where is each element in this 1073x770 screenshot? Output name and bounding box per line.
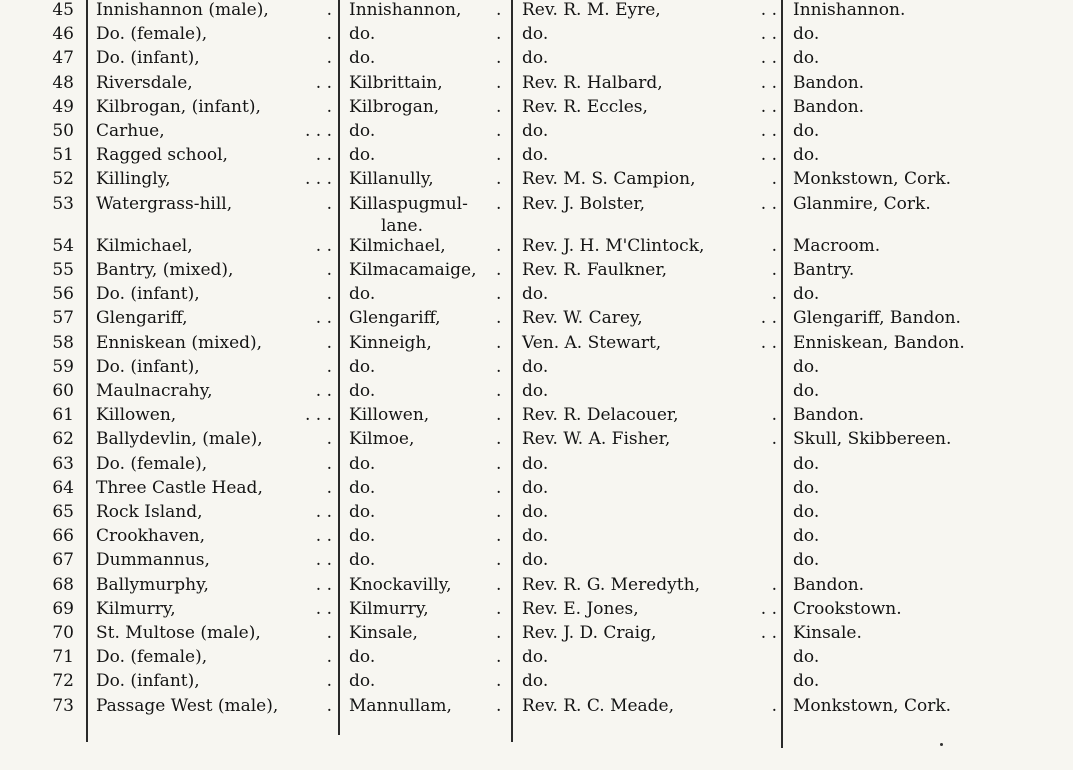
table-row — [0, 333, 1073, 357]
parish-leader-dot: . — [496, 623, 502, 643]
parish-leader-dot: . — [496, 308, 502, 329]
parish-leader-dot: . — [496, 695, 502, 716]
parish-name: Kinneigh, — [349, 332, 432, 353]
row-number: 56 — [52, 284, 74, 305]
post-town: do. — [793, 121, 820, 141]
post-town: Glengariff, Bandon. — [793, 308, 961, 329]
post-town: Innishannon. — [793, 0, 906, 20]
school-leader-dots: . . . — [304, 121, 332, 141]
table-row — [0, 0, 1073, 24]
manager-name: do. — [522, 284, 549, 305]
school-leader-dots: . . . — [304, 405, 332, 426]
school-leader-dots: . — [326, 671, 332, 692]
table-row — [0, 145, 1073, 169]
row-number: 64 — [52, 477, 74, 498]
manager-leader-dots: . — [771, 169, 777, 190]
manager-name: Rev. E. Jones, — [522, 598, 639, 619]
parish-leader-dot: . — [496, 260, 502, 280]
school-leader-dots: . — [326, 623, 332, 643]
school-name: Enniskean (mixed), — [96, 332, 263, 353]
school-leader-dots: . — [326, 260, 332, 280]
manager-leader-dots: . . — [760, 48, 777, 69]
table-row — [0, 121, 1073, 145]
table-row — [0, 194, 1073, 218]
school-leader-dots: . — [326, 647, 332, 668]
parish-leader-dot: . — [496, 284, 502, 305]
school-name: Killowen, — [96, 405, 177, 426]
manager-name: Rev. J. D. Craig, — [522, 623, 657, 643]
manager-leader-dots: . . — [760, 0, 777, 20]
table-row — [0, 599, 1073, 623]
row-number: 70 — [52, 623, 74, 643]
table-row — [0, 623, 1073, 647]
school-name: Do. (infant), — [96, 284, 200, 305]
school-name: Rock Island, — [96, 502, 203, 522]
row-number: 50 — [52, 121, 74, 141]
table-row — [0, 454, 1073, 478]
post-town: Monkstown, Cork. — [793, 169, 952, 190]
manager-name: Rev. R. Faulkner, — [522, 260, 667, 280]
manager-name: do. — [522, 356, 549, 377]
parish-name: Killaspugmul- — [349, 193, 468, 214]
table-row — [0, 381, 1073, 405]
row-number: 46 — [52, 24, 74, 45]
school-name: Passage West (male), — [96, 695, 279, 716]
parish-name: do. — [349, 453, 376, 474]
post-town: Bandon. — [793, 96, 865, 117]
parish-leader-dot: . — [496, 502, 502, 522]
manager-name: do. — [522, 453, 549, 474]
parish-leader-dot: . — [496, 235, 502, 256]
parish-leader-dot: . — [496, 381, 502, 401]
manager-name: do. — [522, 502, 549, 522]
parish-name: do. — [349, 24, 376, 45]
manager-leader-dots: . . — [760, 96, 777, 117]
school-name: Bantry, (mixed), — [96, 260, 234, 280]
manager-name: Rev. J. Bolster, — [522, 193, 646, 214]
table-row — [0, 169, 1073, 193]
table-row — [0, 236, 1073, 260]
table-row — [0, 73, 1073, 97]
school-name: Crookhaven, — [96, 526, 206, 547]
parish-name: do. — [349, 381, 376, 401]
manager-name: do. — [522, 145, 549, 166]
parish-name: Kinsale, — [349, 623, 418, 643]
ink-speck — [940, 743, 943, 746]
parish-name: do. — [349, 284, 376, 305]
table-row — [0, 526, 1073, 550]
row-number: 69 — [52, 598, 74, 619]
row-number: 53 — [52, 193, 74, 214]
school-leader-dots: . — [326, 429, 332, 450]
post-town: do. — [793, 526, 820, 547]
school-leader-dots: . . — [315, 598, 332, 619]
post-town: do. — [793, 356, 820, 377]
manager-leader-dots: . — [771, 695, 777, 716]
post-town: Monkstown, Cork. — [793, 695, 952, 716]
row-number: 73 — [52, 695, 74, 716]
school-name: Kilmurry, — [96, 598, 176, 619]
school-name: Three Castle Head, — [96, 477, 263, 498]
post-town: do. — [793, 502, 820, 522]
table-row — [0, 48, 1073, 72]
school-name: Ragged school, — [96, 145, 228, 166]
manager-leader-dots: . . — [760, 121, 777, 141]
manager-name: Rev. W. Carey, — [522, 308, 643, 329]
table-row — [0, 284, 1073, 308]
parish-name: do. — [349, 647, 376, 668]
parish-name-continued: lane. — [381, 215, 423, 236]
row-number: 65 — [52, 502, 74, 522]
post-town: Macroom. — [793, 235, 881, 256]
manager-name: Rev. R. Halbard, — [522, 72, 663, 93]
school-name: Do. (infant), — [96, 671, 200, 692]
parish-leader-dot: . — [496, 647, 502, 668]
school-name: Carhue, — [96, 121, 165, 141]
table-row — [0, 550, 1073, 574]
row-number: 54 — [52, 235, 74, 256]
parish-leader-dot: . — [496, 453, 502, 474]
school-leader-dots: . — [326, 48, 332, 69]
row-number: 63 — [52, 453, 74, 474]
school-leader-dots: . — [326, 453, 332, 474]
manager-leader-dots: . . — [760, 24, 777, 45]
parish-name: do. — [349, 145, 376, 166]
parish-leader-dot: . — [496, 671, 502, 692]
parish-name: do. — [349, 502, 376, 522]
table-row — [0, 671, 1073, 695]
parish-leader-dot: . — [496, 332, 502, 353]
parish-name: do. — [349, 671, 376, 692]
table-row — [0, 502, 1073, 526]
parish-name: do. — [349, 356, 376, 377]
parish-leader-dot: . — [496, 96, 502, 117]
row-number: 45 — [52, 0, 74, 20]
school-name: Maulnacrahy, — [96, 381, 213, 401]
post-town: do. — [793, 671, 820, 692]
manager-leader-dots: . — [771, 284, 777, 305]
table-row — [0, 357, 1073, 381]
parish-leader-dot: . — [496, 429, 502, 450]
school-name: Riversdale, — [96, 72, 193, 93]
manager-leader-dots: . — [771, 429, 777, 450]
parish-leader-dot: . — [496, 598, 502, 619]
parish-leader-dot: . — [496, 405, 502, 426]
post-town: Crookstown. — [793, 598, 902, 619]
school-leader-dots: . — [326, 96, 332, 117]
manager-name: Ven. A. Stewart, — [522, 332, 662, 353]
school-name: Do. (infant), — [96, 356, 200, 377]
parish-name: Kilmoe, — [349, 429, 415, 450]
school-leader-dots: . . — [315, 308, 332, 329]
table-row — [0, 478, 1073, 502]
school-leader-dots: . — [326, 477, 332, 498]
row-number: 55 — [52, 260, 74, 280]
parish-name: Kilmichael, — [349, 235, 446, 256]
row-number: 67 — [52, 550, 74, 571]
school-leader-dots: . — [326, 356, 332, 377]
table-row — [0, 405, 1073, 429]
school-name: Kilmichael, — [96, 235, 193, 256]
row-number: 60 — [52, 381, 74, 401]
manager-name: Rev. R. C. Meade, — [522, 695, 675, 716]
parish-leader-dot: . — [496, 526, 502, 547]
parish-name: Kilbrogan, — [349, 96, 440, 117]
parish-name: Kilmurry, — [349, 598, 429, 619]
row-number: 61 — [52, 405, 74, 426]
manager-name: Rev. M. S. Campion, — [522, 169, 696, 190]
parish-name: Mannullam, — [349, 695, 452, 716]
school-leader-dots: . . — [315, 574, 332, 595]
school-leader-dots: . — [326, 193, 332, 214]
manager-leader-dots: . — [771, 260, 777, 280]
manager-name: Rev. R. Eccles, — [522, 96, 648, 117]
row-number: 48 — [52, 72, 74, 93]
post-town: do. — [793, 48, 820, 69]
post-town: Bandon. — [793, 574, 865, 595]
post-town: Enniskean, Bandon. — [793, 332, 965, 353]
parish-name: Glengariff, — [349, 308, 441, 329]
parish-name: Knockavilly, — [349, 574, 452, 595]
post-town: do. — [793, 284, 820, 305]
manager-name: do. — [522, 647, 549, 668]
parish-name: Kilmacamaige, — [349, 260, 477, 280]
school-name: Do. (female), — [96, 24, 208, 45]
row-number: 72 — [52, 671, 74, 692]
school-name: Do. (female), — [96, 647, 208, 668]
manager-name: do. — [522, 526, 549, 547]
school-name: Do. (infant), — [96, 48, 200, 69]
school-leader-dots: . . — [315, 550, 332, 571]
table-row — [0, 97, 1073, 121]
post-town: Skull, Skibbereen. — [793, 429, 952, 450]
manager-name: do. — [522, 381, 549, 401]
table-row — [0, 696, 1073, 720]
parish-leader-dot: . — [496, 574, 502, 595]
parish-name: Killanully, — [349, 169, 434, 190]
table-row — [0, 429, 1073, 453]
manager-leader-dots: . . — [760, 308, 777, 329]
parish-name: do. — [349, 526, 376, 547]
school-name: St. Multose (male), — [96, 623, 261, 643]
table-row — [0, 647, 1073, 671]
row-number: 59 — [52, 356, 74, 377]
post-town: Bandon. — [793, 72, 865, 93]
school-leader-dots: . . . — [304, 169, 332, 190]
manager-leader-dots: . . — [760, 332, 777, 353]
manager-name: do. — [522, 550, 549, 571]
parish-leader-dot: . — [496, 121, 502, 141]
row-number: 49 — [52, 96, 74, 117]
manager-leader-dots: . . — [760, 72, 777, 93]
manager-leader-dots: . . — [760, 598, 777, 619]
school-name: Ballymurphy, — [96, 574, 209, 595]
row-number: 62 — [52, 429, 74, 450]
parish-leader-dot: . — [496, 550, 502, 571]
school-name: Killingly, — [96, 169, 171, 190]
school-leader-dots: . . — [315, 526, 332, 547]
post-town: do. — [793, 550, 820, 571]
parish-name: Killowen, — [349, 405, 430, 426]
table-row — [0, 308, 1073, 332]
school-name: Dummannus, — [96, 550, 210, 571]
school-name: Glengariff, — [96, 308, 188, 329]
post-town: do. — [793, 381, 820, 401]
table-row — [0, 575, 1073, 599]
post-town: Glanmire, Cork. — [793, 193, 931, 214]
parish-leader-dot: . — [496, 169, 502, 190]
row-number: 47 — [52, 48, 74, 69]
row-number: 57 — [52, 308, 74, 329]
manager-name: Rev. W. A. Fisher, — [522, 429, 671, 450]
row-number: 58 — [52, 332, 74, 353]
manager-name: do. — [522, 24, 549, 45]
parish-leader-dot: . — [496, 477, 502, 498]
school-leader-dots: . — [326, 695, 332, 716]
school-name: Do. (female), — [96, 453, 208, 474]
manager-leader-dots: . . — [760, 145, 777, 166]
row-number: 68 — [52, 574, 74, 595]
manager-name: do. — [522, 121, 549, 141]
school-leader-dots: . — [326, 332, 332, 353]
parish-leader-dot: . — [496, 72, 502, 93]
school-leader-dots: . . — [315, 235, 332, 256]
school-leader-dots: . . — [315, 72, 332, 93]
manager-name: do. — [522, 671, 549, 692]
manager-name: do. — [522, 48, 549, 69]
row-number: 66 — [52, 526, 74, 547]
parish-leader-dot: . — [496, 145, 502, 166]
parish-leader-dot: . — [496, 24, 502, 45]
row-number: 51 — [52, 145, 74, 166]
parish-name: Innishannon, — [349, 0, 462, 20]
parish-leader-dot: . — [496, 48, 502, 69]
table-row — [0, 24, 1073, 48]
school-leader-dots: . — [326, 0, 332, 20]
school-name: Ballydevlin, (male), — [96, 429, 263, 450]
parish-leader-dot: . — [496, 193, 502, 214]
school-name: Innishannon (male), — [96, 0, 269, 20]
post-town: do. — [793, 477, 820, 498]
manager-leader-dots: . . — [760, 193, 777, 214]
manager-name: Rev. R. Delacouer, — [522, 405, 679, 426]
parish-name: do. — [349, 550, 376, 571]
parish-leader-dot: . — [496, 356, 502, 377]
parish-name: do. — [349, 477, 376, 498]
post-town: do. — [793, 24, 820, 45]
table-row — [0, 260, 1073, 284]
post-town: Bandon. — [793, 405, 865, 426]
row-number: 52 — [52, 169, 74, 190]
parish-name: Kilbrittain, — [349, 72, 443, 93]
school-leader-dots: . — [326, 284, 332, 305]
row-number: 71 — [52, 647, 74, 668]
parish-name: do. — [349, 121, 376, 141]
parish-name: do. — [349, 48, 376, 69]
parish-leader-dot: . — [496, 0, 502, 20]
manager-name: Rev. J. H. M'Clintock, — [522, 235, 705, 256]
manager-leader-dots: . — [771, 235, 777, 256]
manager-name: do. — [522, 477, 549, 498]
post-town: Bantry. — [793, 260, 855, 280]
school-leader-dots: . — [326, 24, 332, 45]
school-leader-dots: . . — [315, 145, 332, 166]
manager-name: Rev. R. M. Eyre, — [522, 0, 661, 20]
school-name: Kilbrogan, (infant), — [96, 96, 261, 117]
manager-leader-dots: . — [771, 574, 777, 595]
school-leader-dots: . . — [315, 381, 332, 401]
manager-leader-dots: . . — [760, 623, 777, 643]
post-town: do. — [793, 453, 820, 474]
school-leader-dots: . . — [315, 502, 332, 522]
post-town: Kinsale. — [793, 623, 862, 643]
manager-name: Rev. R. G. Meredyth, — [522, 574, 700, 595]
school-name: Watergrass-hill, — [96, 193, 233, 214]
post-town: do. — [793, 647, 820, 668]
post-town: do. — [793, 145, 820, 166]
manager-leader-dots: . — [771, 405, 777, 426]
